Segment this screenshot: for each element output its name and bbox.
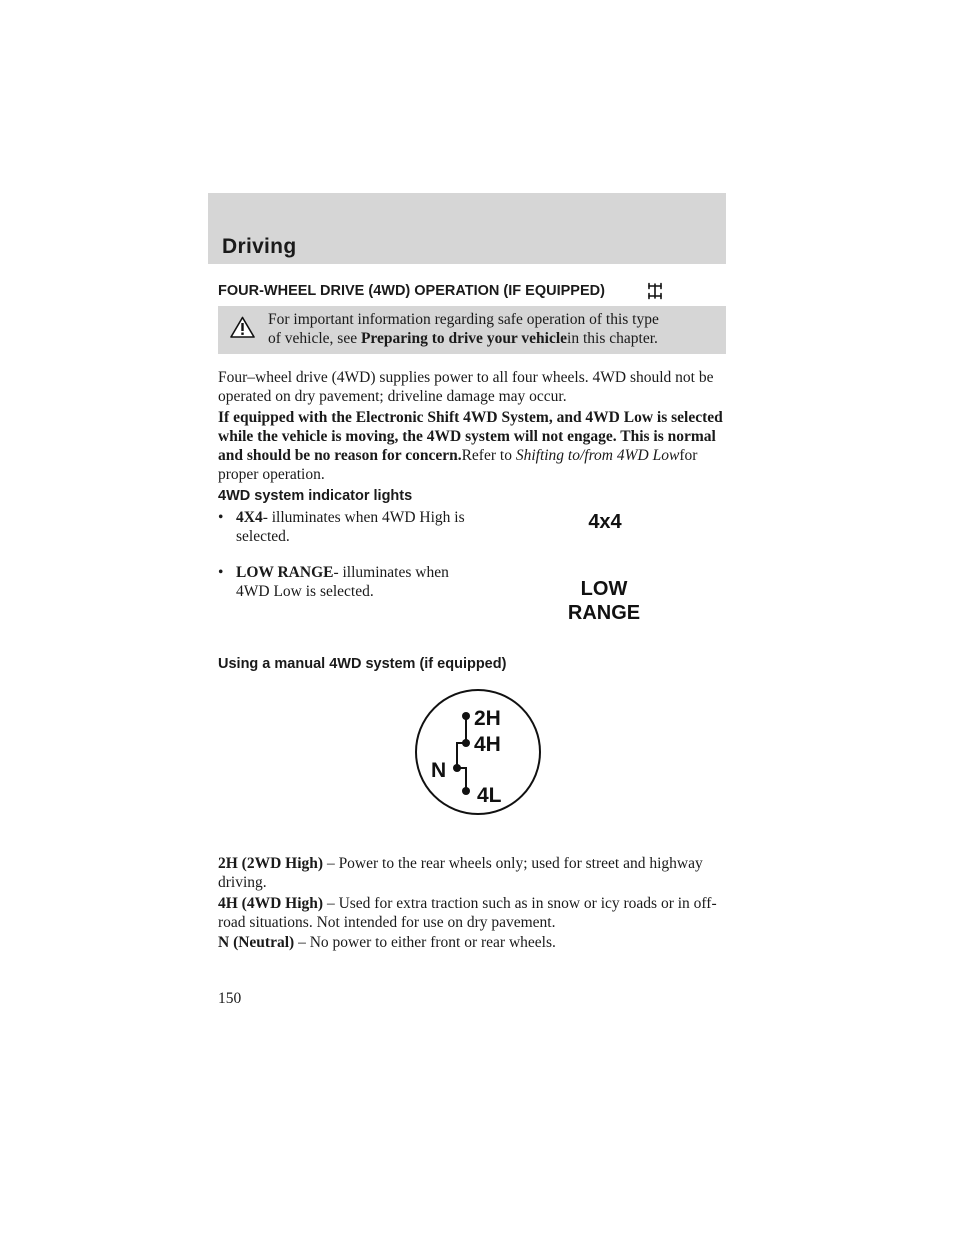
indicator-item-low-range: • LOW RANGE- illuminates when 4WD Low is selected. (218, 564, 449, 600)
warning-reference: Preparing to drive your vehicle (360, 330, 568, 347)
selector-position-n (453, 764, 461, 772)
indicator-heading: 4WD system indicator lights (218, 488, 413, 504)
selector-position-4h (462, 739, 470, 747)
electronic-shift-note: If equipped with the Electronic Shift 4WD System, and 4WD Low is selected while the vehicle is moving, the 4WD system will not engage. This is normal and should be no reason for concern.Refer to Shifting to/from 4WD Lowfor proper operation. (218, 409, 723, 483)
warning-text: For important information regarding safe operation of this type of vehicle, see Preparing to drive your vehiclein this chapter. (268, 311, 659, 347)
selector-position-4l (462, 787, 470, 795)
chapter-header (208, 193, 726, 264)
indicator-item-4x4: • 4X4- illuminates when 4WD High is selected. (218, 509, 465, 545)
selector-label-4l: 4L (477, 784, 502, 807)
warning-triangle-icon (230, 316, 255, 338)
page-number: 150 (218, 990, 242, 1007)
transfer-case-selector-diagram (413, 687, 543, 817)
intro-paragraph: Four–wheel drive (4WD) supplies power to all four wheels. 4WD should not be operated on dry pavement; driveline damage may occur. (218, 369, 714, 405)
mode-4h-description: 4H (4WD High) – Used for extra traction such as in snow or icy roads or in off-road situations. Not intended for use on dry pavement. (218, 895, 717, 931)
selector-position-2h (462, 712, 470, 720)
mode-2h-description: 2H (2WD High) – Power to the rear wheels only; used for street and highway driving. (218, 855, 703, 891)
chapter-title: Driving (222, 235, 297, 258)
section-heading: FOUR-WHEEL DRIVE (4WD) OPERATION (IF EQUIPPED) (218, 283, 605, 299)
4wd-driveline-icon (646, 281, 664, 301)
cross-reference: Shifting to/from 4WD Low (515, 447, 680, 464)
selector-label-2h: 2H (474, 707, 501, 730)
selector-label-4h: 4H (474, 733, 501, 756)
manual-4wd-heading: Using a manual 4WD system (if equipped) (218, 656, 507, 672)
selector-label-n: N (431, 759, 447, 782)
mode-n-description: N (Neutral) – No power to either front or rear wheels. (218, 934, 556, 951)
warning-box (218, 306, 726, 354)
4x4-indicator-symbol: 4x4 (588, 511, 622, 533)
low-range-indicator-symbol: LOW RANGE (567, 578, 641, 624)
